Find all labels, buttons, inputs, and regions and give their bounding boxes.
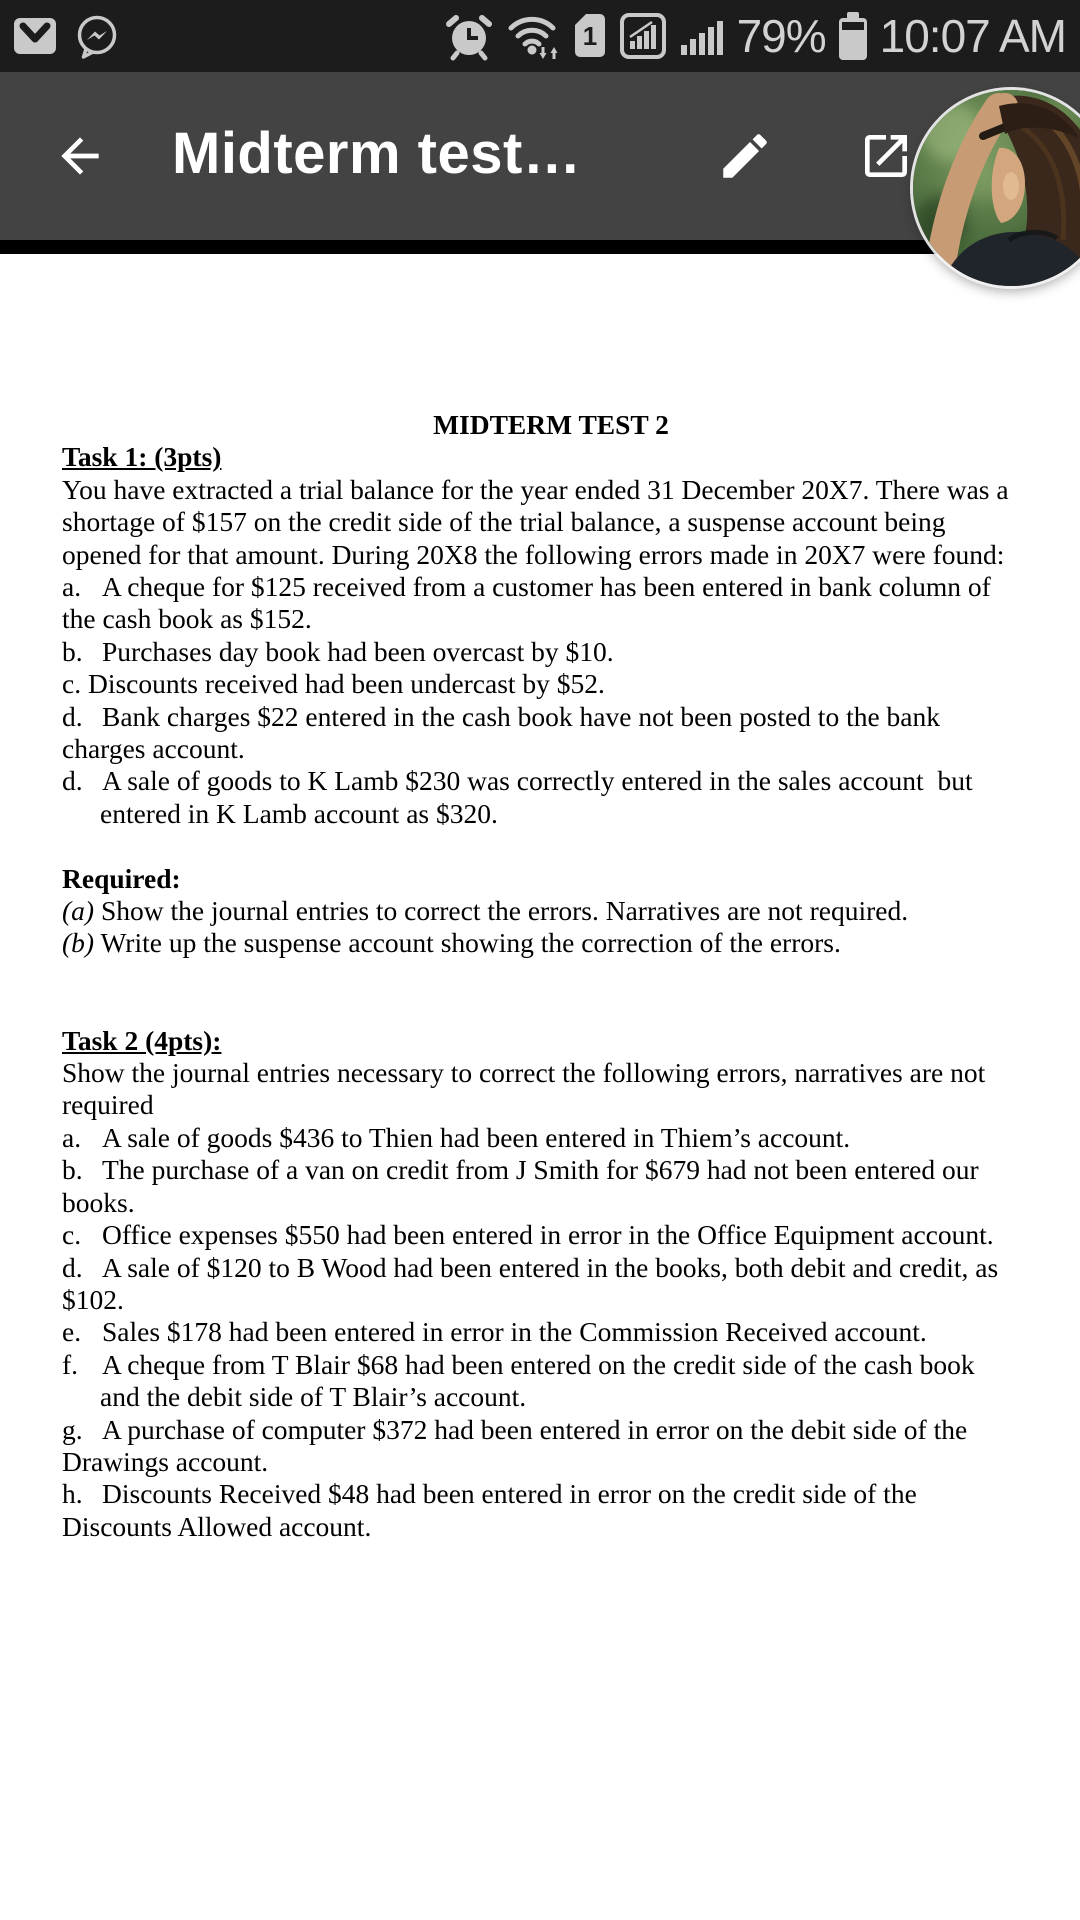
clock-label: 10:07 AM bbox=[879, 10, 1066, 62]
blank-line bbox=[62, 960, 1040, 992]
sim-slot-number: 1 bbox=[582, 21, 597, 51]
document-view[interactable] bbox=[0, 254, 1080, 1920]
blank-line bbox=[62, 992, 1040, 1024]
doc-line: b. Purchases day book had been overcast by $10. bbox=[62, 635, 614, 667]
mobile-data-signal-box-icon bbox=[619, 12, 667, 60]
signal-strength-icon bbox=[679, 15, 725, 57]
document-title: Midterm test… bbox=[172, 120, 582, 186]
messenger-icon bbox=[74, 13, 120, 59]
arrow-back-icon bbox=[52, 128, 108, 184]
doc-line: g. A purchase of computer $372 had been entered in error on the debit side of the bbox=[62, 1413, 968, 1445]
doc-title: MIDTERM TEST 2 bbox=[433, 409, 669, 440]
doc-line: opened for that amount. During 20X8 the following errors made in 20X7 were found: bbox=[62, 538, 1005, 570]
wifi-updown-icon bbox=[505, 11, 561, 61]
alarm-icon bbox=[445, 11, 493, 61]
task2-heading: Task 2 (4pts): bbox=[62, 1024, 222, 1056]
doc-line: Discounts Allowed account. bbox=[62, 1510, 372, 1542]
open-in-new-icon bbox=[858, 128, 914, 184]
doc-line: c. Office expenses $550 had been entered in error in the Office Equipment account. bbox=[62, 1219, 994, 1251]
doc-line: h. Discounts Received $48 had been entered in error on the credit side of the bbox=[62, 1478, 917, 1510]
doc-line: c. Discounts received had been undercast by $52. bbox=[62, 668, 605, 700]
email-icon bbox=[14, 18, 56, 54]
doc-line: Show the journal entries necessary to correct the following errors, narratives are not bbox=[62, 1057, 986, 1089]
doc-line: entered in K Lamb account as $320. bbox=[100, 797, 498, 829]
task1-heading: Task 1: (3pts) bbox=[62, 441, 222, 473]
doc-line: e. Sales $178 had been entered in error in the Commission Received account. bbox=[62, 1316, 927, 1348]
doc-line: (a) Show the journal entries to correct the errors. Narratives are not required. bbox=[62, 895, 909, 927]
doc-line: required bbox=[62, 1089, 154, 1121]
blank-line bbox=[62, 830, 1040, 862]
doc-line: b. The purchase of a van on credit from J Smith for $679 had not been entered our bbox=[62, 1154, 979, 1186]
system-status-icons bbox=[445, 0, 1066, 72]
doc-line: (b) Write up the suspense account showing the correction of the errors. bbox=[62, 927, 841, 959]
doc-line: $102. bbox=[62, 1283, 124, 1315]
doc-line: shortage of $157 on the credit side of the trial balance, a suspense account being bbox=[62, 506, 946, 538]
required-heading: Required: bbox=[62, 862, 181, 894]
doc-line: d. Bank charges $22 entered in the cash book have not been posted to the bank bbox=[62, 700, 940, 732]
notification-icons bbox=[14, 13, 120, 59]
doc-line: d. A sale of goods to K Lamb $230 was correctly entered in the sales account but bbox=[62, 765, 973, 797]
open-in-new-button[interactable] bbox=[858, 128, 914, 184]
battery-percent-label: 79% bbox=[736, 10, 826, 62]
doc-line: the cash book as $152. bbox=[62, 603, 312, 635]
back-button[interactable] bbox=[52, 128, 108, 184]
battery-icon bbox=[838, 12, 868, 60]
doc-line: charges account. bbox=[62, 733, 245, 765]
document-lines bbox=[62, 409, 1040, 1543]
doc-line: books. bbox=[62, 1186, 135, 1218]
doc-line: d. A sale of $120 to B Wood had been entered in the books, both debit and credit, as bbox=[62, 1251, 999, 1283]
status-bar bbox=[0, 0, 1080, 72]
doc-line: You have extracted a trial balance for the year ended 31 December 20X7. There was a bbox=[62, 473, 1009, 505]
doc-line: and the debit side of T Blair’s account. bbox=[100, 1381, 527, 1413]
doc-line: a. A sale of goods $436 to Thien had been entered in Thiem’s account. bbox=[62, 1121, 851, 1153]
doc-line: Drawings account. bbox=[62, 1445, 269, 1477]
header-divider bbox=[0, 240, 1080, 254]
sim-card-icon bbox=[573, 13, 607, 59]
doc-line: f. A cheque from T Blair $68 had been entered on the credit side of the cash book bbox=[62, 1348, 975, 1380]
pencil-icon bbox=[716, 127, 774, 185]
edit-button[interactable] bbox=[716, 127, 774, 185]
doc-line: a. A cheque for $125 received from a customer has been entered in bank column of bbox=[62, 571, 991, 603]
